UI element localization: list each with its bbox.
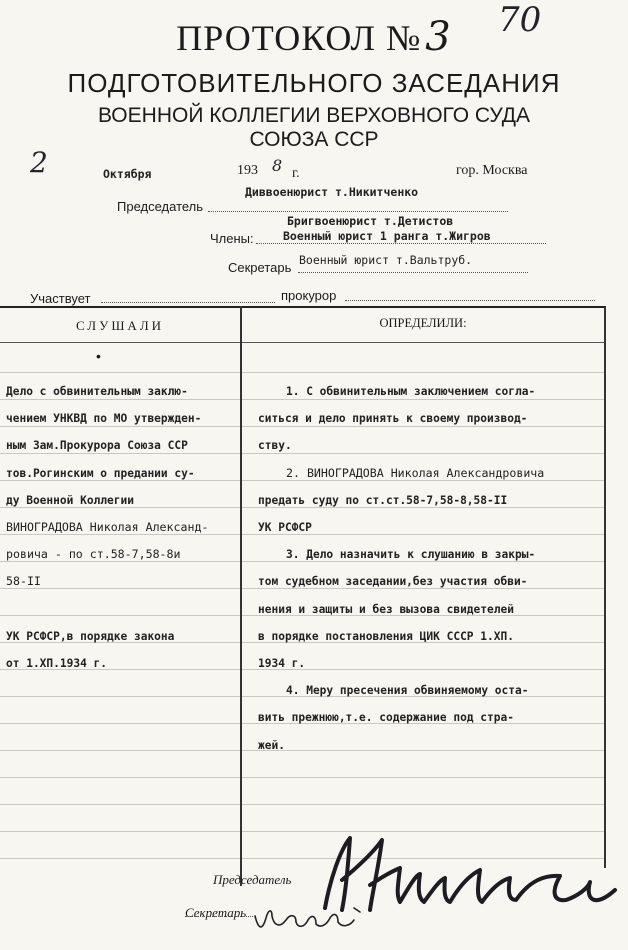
- members-label: Члены:: [210, 231, 254, 246]
- date-year-prefix: 193: [237, 163, 258, 178]
- city: гор. Москва: [456, 163, 528, 178]
- decided-line: 1934 г.: [258, 657, 306, 671]
- column-header-heard: СЛУШАЛИ: [75, 318, 165, 333]
- decided-line: ству.: [258, 439, 292, 453]
- date-month: Октября: [103, 167, 152, 181]
- secretary-underline: [298, 272, 528, 273]
- archive-page-number: 70: [498, 0, 542, 40]
- heard-line: 58-II: [6, 574, 41, 589]
- heard-line: ВИНОГРАДОВА Николая Александ-: [6, 520, 209, 535]
- subtitle-line-2: ВОЕННОЙ КОЛЛЕГИИ ВЕРХОВНОГО СУДА: [98, 104, 530, 127]
- decided-line: том судебном заседании,без участия обви-: [258, 575, 528, 589]
- decided-line: предать суду по ст.ст.58-7,58-8,58-II: [258, 493, 508, 507]
- prosecutor-label: прокурор: [281, 288, 337, 303]
- decided-line: жей.: [258, 738, 285, 752]
- signature-chair-label: Председатель: [213, 872, 292, 887]
- secretary-label: Секретарь: [228, 260, 292, 275]
- heard-line: чением УНКВД по МО утвержден-: [6, 412, 202, 426]
- table-column-divider: [240, 306, 242, 886]
- heard-line: УК РСФСР,в порядке закона: [6, 629, 175, 643]
- heard-line: ровича - по ст.58-7,58-8и: [6, 547, 181, 562]
- heard-line: Дело с обвинительным заклю-: [6, 385, 188, 398]
- heard-line: ным Зам.Прокурора Союза ССР: [6, 439, 188, 453]
- signature-secretary-label: Секретарь: [185, 905, 247, 920]
- protocol-number: 3: [425, 14, 452, 60]
- member-2-name: Военный юрист 1 ранга т.Жигров: [283, 229, 491, 243]
- chair-name: Диввоенюрист т.Никитченко: [245, 185, 419, 199]
- prosecutor-underline: [345, 300, 595, 301]
- column-header-decided: ОПРЕДЕЛИЛИ:: [379, 316, 467, 330]
- heard-line: ду Военной Коллегии: [6, 493, 134, 507]
- protocol-title-text: ПРОТОКОЛ №: [176, 18, 422, 58]
- members-underline: [256, 243, 546, 244]
- chair-label: Председатель: [117, 199, 204, 214]
- heard-column-text: [6, 378, 238, 677]
- secretary-name: Военный юрист т.Вальтруб.: [299, 253, 473, 267]
- date-day: 2: [30, 146, 48, 179]
- decided-line: УК РСФСР: [258, 521, 312, 535]
- decided-line: в порядке постановления ЦИК СССР 1.ХП.: [258, 629, 514, 643]
- date-year-suffix: 8: [272, 156, 283, 175]
- table-header-divider: [0, 342, 604, 343]
- chair-underline: [208, 211, 508, 212]
- date-year-abbrev: г.: [292, 166, 300, 181]
- member-1-name: Бригвоенюрист т.Детистов: [287, 214, 454, 228]
- decided-line: 2. ВИНОГРАДОВА Николая Александровича: [286, 465, 545, 480]
- heard-line: от 1.ХП.1934 г.: [6, 657, 108, 671]
- signature-underline: [185, 916, 253, 917]
- heard-line-blank: [6, 596, 238, 623]
- subtitle-line-1: ПОДГОТОВИТЕЛЬНОГО ЗАСЕДАНИЯ: [67, 68, 561, 98]
- decided-line: 1. С обвинительным заключением согла-: [286, 385, 536, 398]
- secretary-handwritten-signature: [250, 898, 370, 938]
- heard-line: тов.Рогинским о предании су-: [6, 466, 195, 480]
- decided-line: 3. Дело назначить к слушанию в закры-: [286, 548, 536, 562]
- participates-underline: [101, 302, 275, 303]
- subtitle-line-3: СОЮЗА ССР: [249, 128, 379, 151]
- decided-line: нения и защиты и без вызова свидетелей: [258, 602, 514, 616]
- decided-line: вить прежнюю,т.е. содержание под стра-: [258, 711, 514, 725]
- decided-line: ситься и дело принять к своему производ-: [258, 412, 528, 426]
- decided-column-text: [258, 378, 604, 759]
- left-column-dot: •: [96, 348, 101, 364]
- decided-line: 4. Меру пресечения обвиняемому оста-: [286, 684, 529, 698]
- participates-label: Участвует: [30, 291, 91, 306]
